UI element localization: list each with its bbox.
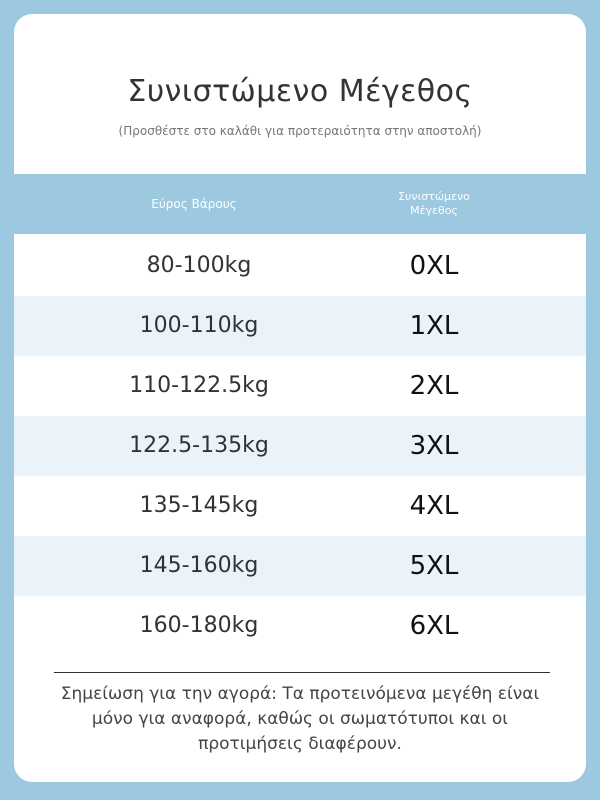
purchase-note: Σημείωση για την αγορά: Τα προτεινόμενα μεγέθη είναι μόνο για αναφορά, καθώς οι σωματότυποι και οι προτιμήσεις διαφέρουν. — [60, 684, 540, 754]
page-subtitle: (Προσθέστε στο καλάθι για προτεραιότητα στην αποστολή) — [118, 124, 482, 138]
table-row — [14, 536, 586, 596]
table-row — [14, 476, 586, 536]
table-body — [14, 236, 586, 656]
size-cell: 3XL — [409, 431, 459, 461]
table-row — [14, 296, 586, 356]
size-cell: 5XL — [409, 551, 459, 581]
page-title: Συνιστώμενο Μέγεθος — [127, 74, 473, 109]
weight-range-cell: 122.5-135kg — [129, 433, 269, 458]
table-row — [14, 236, 586, 296]
weight-range-cell: 160-180kg — [139, 613, 259, 638]
divider — [54, 672, 550, 673]
size-chart-card — [14, 14, 586, 782]
size-cell: 4XL — [409, 491, 459, 521]
weight-range-cell: 80-100kg — [146, 253, 252, 278]
table-header — [14, 174, 586, 234]
weight-range-cell: 135-145kg — [139, 493, 259, 518]
weight-range-cell: 100-110kg — [139, 313, 259, 338]
size-cell: 1XL — [409, 311, 459, 341]
weight-range-cell: 110-122.5kg — [129, 373, 269, 398]
table-row — [14, 356, 586, 416]
size-cell: 6XL — [409, 611, 459, 641]
size-cell: 0XL — [409, 251, 459, 281]
size-cell: 2XL — [409, 371, 459, 401]
table-row — [14, 596, 586, 656]
weight-range-cell: 145-160kg — [139, 553, 259, 578]
table-row — [14, 416, 586, 476]
header-recommended-size: Συνιστώμενο Μέγεθος — [398, 190, 470, 217]
header-weight-range: Εύρος Βάρους — [151, 197, 237, 211]
